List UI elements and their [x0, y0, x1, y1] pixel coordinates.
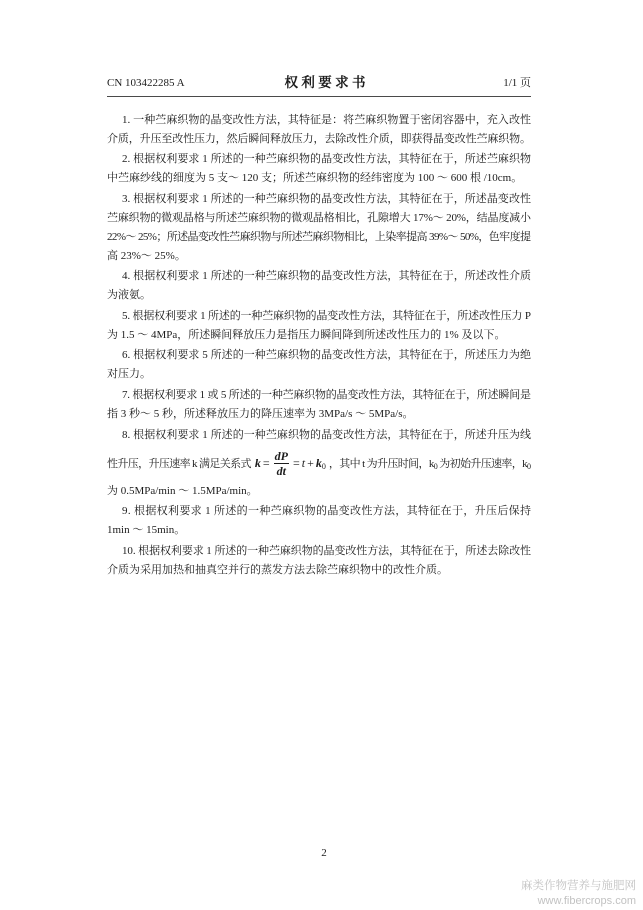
watermark-site-name: 麻类作物营养与施肥网 [521, 880, 636, 892]
claim-text: 1. 一种苎麻织物的晶变改性方法，其特征是：将苎麻织物置于密闭容器中，充入改性 [122, 113, 532, 126]
claim-line [107, 502, 531, 521]
formula-variable: k [254, 455, 261, 470]
fraction [274, 449, 289, 478]
claim-8 [107, 426, 531, 501]
claim-text: 10. 根据权利要求 1 所述的一种苎麻织物的晶变改性方法，其特征在于，所述去除改性 [122, 544, 531, 557]
claim-line [107, 561, 531, 580]
claim-text: 5. 根据权利要求 1 所述的一种苎麻织物的晶变改性方法，其特征在于，所述改性压力 P [122, 309, 531, 322]
claim-line [107, 365, 531, 384]
claim-text: 介质为采用加热和抽真空并行的蒸发方法去除苎麻织物中的改性介质。 [107, 563, 448, 576]
formula-variable: t [301, 455, 306, 470]
claim-line [107, 130, 531, 149]
claim-text: 1min ～ 15min。 [107, 524, 186, 537]
fraction-denominator: dt [276, 464, 286, 479]
formula-subscript: 0 [321, 461, 326, 471]
claim-text: 7. 根据权利要求 1 或 5 所述的一种苎麻织物的晶变改性方法，其特征在于，所述瞬间是 [122, 389, 531, 402]
claim-text: 6. 根据权利要求 5 所述的一种苎麻织物的晶变改性方法，其特征在于，所述压力为绝 [122, 349, 532, 362]
symbol-subscript: 0 [527, 461, 531, 471]
header-rule [107, 96, 531, 97]
claim-line [107, 169, 531, 188]
claim-text: 22%～ 25%；所述晶变改性苎麻织物与所述苎麻织物相比，上染率提高 39%～ 50%，色牢度提 [107, 230, 531, 243]
claim-line [107, 267, 531, 286]
claim-line [107, 542, 531, 561]
document-title: 权 利 要 求 书 [284, 75, 366, 90]
claim-line [107, 111, 531, 130]
claim-text: 介质，升压至改性压力，然后瞬间释放压力，去除改性介质，即获得晶变改性苎麻织物。 [107, 132, 531, 145]
claim-line [107, 405, 531, 424]
claim-text [107, 449, 531, 479]
claim-line [107, 426, 531, 445]
formula-variable: k [315, 455, 322, 470]
claim-line [107, 209, 531, 228]
claim-text: 苎麻织物的微观晶格与所述苎麻织物的微观晶格相比，孔隙增大 17%～ 20%，结晶度减小 [107, 211, 531, 224]
claim-line [107, 190, 531, 209]
rate-formula [254, 449, 326, 479]
claim-4 [107, 267, 531, 305]
claim-text: 高 23%～ 25%。 [107, 249, 186, 262]
claim-line [107, 247, 531, 266]
page-number: 2 [321, 847, 327, 859]
claim-text: 为 1.5 ～ 4MPa，所述瞬间释放压力是指压力瞬间降到所述改性压力的 1% 及以下。 [107, 328, 506, 341]
claim-9 [107, 502, 531, 540]
claim-5 [107, 307, 531, 345]
claim-line [107, 386, 531, 405]
claim-2 [107, 150, 531, 188]
claim-text: 指 3 秒～ 5 秒，所述释放压力的降压速率为 3MPa/s ～ 5MPa/s。 [107, 408, 414, 421]
claim-formula-line [107, 445, 531, 482]
fraction-numerator: dP [274, 449, 288, 464]
claim-line [107, 228, 531, 247]
watermark-url: www.fibercrops.com [537, 895, 636, 907]
symbol: k [428, 457, 434, 470]
page-indicator: 1/1 页 [503, 77, 531, 89]
publication-number: CN 103422285 A [107, 77, 185, 89]
claim-10 [107, 542, 531, 580]
claim-3 [107, 190, 531, 266]
claim-6 [107, 346, 531, 384]
symbol: k [522, 457, 528, 470]
claim-text: 中苎麻纱线的细度为 5 支～ 120 支；所述苎麻织物的经纬密度为 100 ～ 600 根 /10cm。 [107, 172, 523, 185]
formula-operator: = [293, 455, 300, 470]
claim-line [107, 521, 531, 540]
claim-line [107, 286, 531, 305]
claim-line [107, 326, 531, 345]
text-segment: ，其中 t 为升压时间， [328, 457, 429, 470]
claim-line [107, 150, 531, 169]
formula-operator: + [307, 455, 314, 470]
claim-line [107, 346, 531, 365]
claim-text: 3. 根据权利要求 1 所述的一种苎麻织物的晶变改性方法，其特征在于，所述晶变改性 [122, 192, 532, 205]
claims-list [107, 111, 531, 582]
text-segment: 性升压，升压速率 k 满足关系式 [107, 457, 251, 470]
claim-7 [107, 386, 531, 424]
text-segment: 为初始升压速率， [437, 457, 523, 470]
symbol-subscript: 0 [433, 461, 438, 471]
claim-text: 9. 根据权利要求 1 所述的一种苎麻织物的晶变改性方法，其特征在于，升压后保持 [122, 505, 532, 518]
claim-text: 4. 根据权利要求 1 所述的一种苎麻织物的晶变改性方法，其特征在于，所述改性介质 [122, 270, 532, 283]
claim-text: 为 0.5MPa/min ～ 1.5MPa/min。 [107, 484, 258, 497]
claim-line [107, 307, 531, 326]
claim-text: 8. 根据权利要求 1 所述的一种苎麻织物的晶变改性方法，其特征在于，所述升压为线 [122, 428, 532, 441]
formula-operator: = [262, 455, 270, 470]
claim-1 [107, 111, 531, 149]
claim-text: 为液氨。 [107, 289, 151, 302]
claim-text: 2. 根据权利要求 1 所述的一种苎麻织物的晶变改性方法，其特征在于，所述苎麻织物 [122, 153, 532, 166]
claim-line [107, 482, 531, 501]
claim-text: 对压力。 [107, 368, 151, 381]
